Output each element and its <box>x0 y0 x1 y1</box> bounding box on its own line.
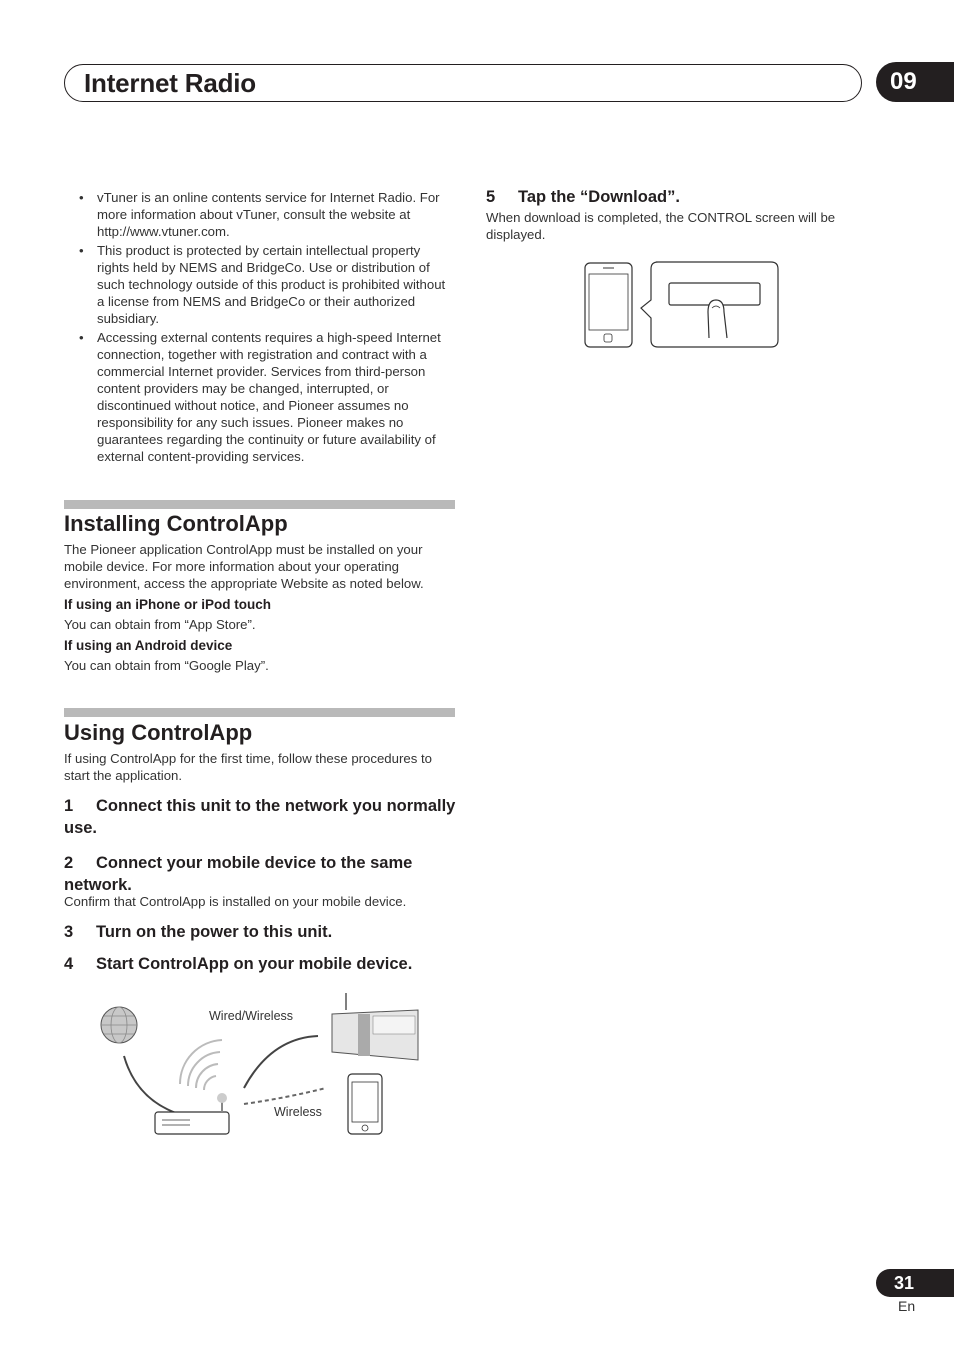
router-icon <box>155 1093 229 1134</box>
section-title-using: Using ControlApp <box>64 720 253 745</box>
globe-icon <box>101 1007 137 1043</box>
iphone-heading: If using an iPhone or iPod touch <box>64 597 271 612</box>
page-number: 31 <box>876 1269 954 1297</box>
page-title: Internet Radio <box>84 68 256 98</box>
wired-label: Wired/Wireless <box>209 1009 294 1023</box>
using-intro: If using ControlApp for the first time, follow these procedures to start the application. <box>64 751 432 783</box>
step-text: Turn on the power to this unit. <box>96 923 333 941</box>
step-number: 3 <box>64 923 74 941</box>
iphone-text: You can obtain from “App Store”. <box>64 617 256 632</box>
list-item: • Accessing external contents requires a high-speed Internet connection, together with registration and contract with a commercial Internet provider. Services from third-person content providers may be changed, interrupted, or discontinued without notice, and Pioneer assumes no responsibility for any such issues. Pioneer makes no guarantees regarding the continuity or future availability of external content-providing services. <box>64 329 456 465</box>
audio-unit-icon <box>332 993 418 1060</box>
step-5 <box>486 188 680 207</box>
step-2-note: Confirm that ControlApp is installed on your mobile device. <box>64 894 407 909</box>
section-title-installing: Installing ControlApp <box>64 511 288 536</box>
chapter-number: 09 <box>876 62 954 102</box>
step-text: Connect your mobile device to the same network. <box>64 854 413 894</box>
step-number: 5 <box>486 188 496 206</box>
android-heading: If using an Android device <box>64 638 233 653</box>
step-number: 2 <box>64 854 74 872</box>
android-text: You can obtain from “Google Play”. <box>64 658 269 673</box>
step-2 <box>64 852 456 896</box>
installing-intro: The Pioneer application ControlApp must be installed on your mobile device. For more information about your operating environment, access the appropriate Website as noted below. <box>64 542 424 591</box>
step-text: Tap the “Download”. <box>518 188 680 206</box>
section-divider <box>64 500 455 509</box>
step-number: 4 <box>64 955 74 973</box>
step-number: 1 <box>64 797 74 815</box>
download-illustration <box>583 260 781 350</box>
wireless-label: Wireless <box>274 1105 322 1119</box>
step-5-note: When download is completed, the CONTROL screen will be displayed. <box>486 210 836 242</box>
language-code: En <box>898 1298 916 1314</box>
step-text: Connect this unit to the network you normally use. <box>64 797 456 837</box>
list-item: • This product is protected by certain intellectual property rights held by NEMS and BridgeCo. Use or distribution of such technology outside of this product is prohibited without a license from NEMS and BridgeCo or their authorized subsidiary. <box>64 242 456 327</box>
wifi-icon <box>180 1040 222 1090</box>
step-1 <box>64 795 456 839</box>
step-4 <box>64 953 456 975</box>
list-item: • vTuner is an online contents service for Internet Radio. For more information about vTuner, consult the website at http://www.vtuner.com. <box>64 189 456 240</box>
notes-list <box>64 189 456 467</box>
step-text: Start ControlApp on your mobile device. <box>96 955 413 973</box>
phone-icon <box>585 263 632 347</box>
step-3 <box>64 921 456 943</box>
phone-icon <box>348 1074 382 1134</box>
section-divider <box>64 708 455 717</box>
